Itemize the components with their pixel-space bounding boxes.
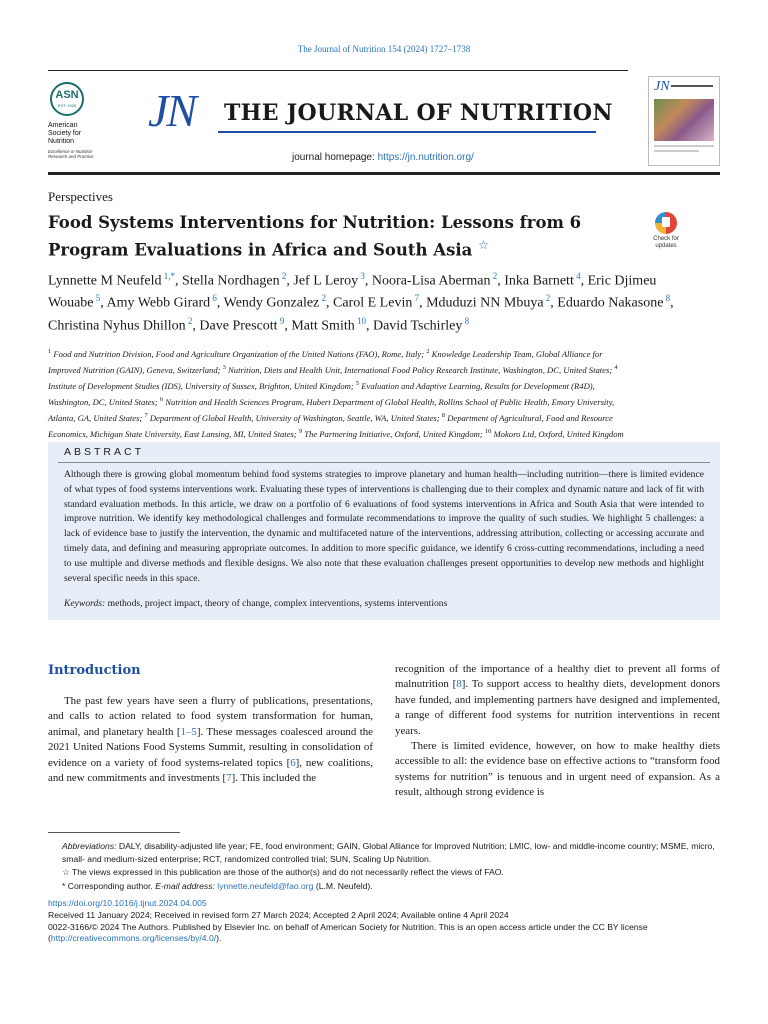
abstract-text: Although there is growing global momentum behind food systems strategies to improve planetary and human health—including nutrition—there is limited evidence of what types of food systems interventions work. Evaluating these types of interventions is challenging due to their complex and dynamic nature and lack of fit with standard evaluation methods. In this article, we draw on a portfolio of 6 evaluations of food systems interventions in Africa and South Asia that were intended to improve nutrition. We identify key methodological challenges and formulate recommendations to improve the quality of such studies. We highlight 5 challenges: a lack of evidence base to justify the intervention, the dynamic and multifaceted nature of the interventions, addressing attribution, collecting or accessing accurate and timely data, and defining and measuring appropriate outcomes. In addition to more specific guidance, we identify 6 cross-cutting recommendations, including a need to use multiple and diverse methods and flexible designs. We also note that these evaluation challenges present opportunities to develop new methods and highlight several specific needs in this space. [64, 469, 704, 584]
affiliation-text: Department of Global Health, University of Washington, Seattle, WA, United States; [147, 412, 442, 423]
affiliation-text: Nutrition, Diets and Health Unit, International Food Policy Research Institute, Washington, DC, United States; [225, 364, 615, 375]
journal-title-underline [218, 131, 596, 133]
author-name[interactable]: Wendy Gonzalez [223, 295, 320, 311]
journal-title: THE JOURNAL OF NUTRITION [224, 100, 613, 126]
author-affiliation-ref[interactable]: 5 [93, 293, 101, 304]
corresponding-label: Corresponding author. [67, 880, 153, 891]
header-divider [48, 70, 628, 71]
affiliation-text: Knowledge Leadership Team, Global Alliance for Improved Nutrition (GAIN), Geneva, Switzerland; [48, 348, 603, 375]
author-name[interactable]: Christina Nyhus Dhillon [48, 318, 186, 334]
author-affiliation-ref[interactable]: 2 [490, 271, 498, 281]
citation-link[interactable]: 1–5 [180, 725, 197, 738]
author-affiliation-ref[interactable]: 2 [279, 271, 287, 281]
author-list: Lynnette M Neufeld $^{1,*}$, Stella Nordhagen $^2$, Jef L Leroy $^3$, Noora-Lisa Aberman $^2$, Inka Barnett $^4$, Eric Djimeu Wouabe $^5$, Amy Webb Girard $^6$, Wendy Gonzalez $^2$, Carol E Levin $^7$, Mduduzi NN Mbuya $^2$, Eduardo Nakasone $^8$, Christina Nyhus Dhillon $^2$, Dave Prescott $^9$, Matt Smith $^{10}$, David Tschirley $^8$ [48, 271, 674, 334]
affiliation-number: 3 [222, 363, 226, 371]
affiliation-number: 10 [484, 427, 492, 435]
affiliation-text: Mokoro Ltd, Oxford, United Kingdom [491, 428, 624, 439]
affiliation-text: Food and Nutrition Division, Food and Agriculture Organization of the United Nations (FAO), Rome, Italy; [51, 348, 427, 359]
author-affiliation-ref[interactable]: 3 [358, 271, 365, 281]
intro-text: ]. These messages coalesced around the 2021 United Nations Food Systems Summit, resulting in consolidation of evidence on a variety of food systems-related topics [ [48, 725, 373, 769]
license-statement [48, 922, 720, 946]
abstract-heading: ABSTRACT [64, 446, 145, 458]
article-title [48, 212, 628, 262]
cover-text-line [654, 145, 714, 147]
introduction-heading: Introduction [48, 663, 141, 678]
intro-paragraph [395, 662, 720, 739]
author-affiliation-ref[interactable]: 9 [277, 315, 285, 326]
affiliation-text: Institute of Development Studies (IDS), University of Sussex, Brighton, United Kingdom; [48, 380, 356, 391]
author-affiliation-ref[interactable]: 7 [412, 293, 420, 304]
email-link[interactable]: lynnette.neufeld@fao.org [217, 880, 314, 891]
cover-jn-mark: JN [654, 79, 670, 94]
article-dates: Received 11 January 2024; Received in revised form 27 March 2024; Accepted 2 April 2024; Available online 4 April 2024 [48, 909, 509, 920]
citation-link[interactable]: 6 [290, 756, 296, 769]
affiliation-number: 8 [441, 411, 446, 419]
author-name[interactable]: Noora-Lisa Aberman [371, 273, 491, 289]
abstract-divider [58, 462, 710, 463]
author-name[interactable]: Eduardo Nakasone [557, 295, 664, 311]
author-name[interactable]: Stella Nordhagen [182, 273, 280, 289]
affiliation-text: Evaluation and Adaptive Learning, Results for Development (R4D), Washington, DC, United States; [48, 380, 595, 407]
journal-homepage [292, 152, 474, 163]
masthead-rule [48, 172, 720, 175]
disclaimer-footnote [48, 866, 720, 879]
citation-link[interactable]: 8 [456, 678, 462, 691]
abbreviations-footnote [48, 840, 720, 866]
author-affiliation-ref[interactable]: 2 [319, 293, 327, 304]
intro-text: recognition of the importance of a healthy diet to prevent all forms of malnutrition [ [395, 663, 720, 691]
license-close: ). [216, 933, 222, 944]
check-for-updates-badge[interactable] [648, 212, 684, 252]
asn-abbr: ASN [55, 89, 79, 101]
author-name[interactable]: Matt Smith [291, 318, 355, 334]
license-link[interactable]: http://creativecommons.org/licenses/by/4.0/ [50, 933, 217, 944]
email-suffix: (L.M. Neufeld). [315, 880, 373, 891]
author-affiliation-ref[interactable]: 2 [185, 315, 193, 326]
affiliations [48, 345, 628, 441]
title-footnote-mark[interactable]: ☆ [478, 238, 489, 252]
star-mark: ☆ [62, 867, 70, 878]
asn-logo [48, 82, 100, 159]
author-affiliation-ref[interactable]: 8 [462, 315, 470, 326]
homepage-label: journal homepage: [292, 152, 375, 163]
affiliation-text: The Partnering Initiative, Oxford, United Kingdom; [302, 428, 485, 439]
affiliation-number: 4 [614, 363, 618, 371]
homepage-link[interactable]: https://jn.nutrition.org/ [377, 152, 474, 163]
author-name[interactable]: Jef L Leroy [293, 273, 359, 289]
author-affiliation-ref[interactable]: 2 [543, 293, 551, 304]
cover-title-line [671, 85, 713, 87]
footnotes [48, 840, 720, 893]
author-name[interactable]: Amy Webb Girard [106, 295, 211, 311]
abstract-box [48, 442, 720, 620]
author-name[interactable]: Lynnette M Neufeld [48, 273, 162, 289]
corr-mark: * [62, 880, 66, 891]
article-metadata [48, 898, 720, 945]
intro-left-column [48, 694, 373, 786]
abbreviations-text: DALY, disability-adjusted life year; FE, food environment; GAIN, Global Alliance for Improved Nutrition; LMIC, low- and middle-income country; MSME, micro, small- and medium-sized enterprise; RCT, randomized controlled trial; SUN, Scaling Up Nutrition. [62, 841, 715, 865]
asn-emblem [50, 82, 84, 116]
abbreviations-label: Abbreviations: [62, 841, 117, 851]
intro-paragraph: There is limited evidence, however, on how to make healthy diets accessible to all: the evidence base on effective actions to “transform food systems for nutrition” is tenuous and in urgent need of expansion. As a result, although strong evidence is [395, 740, 720, 799]
cover-photo [654, 99, 714, 141]
disclaimer-text: The views expressed in this publication are those of the author(s) and do not necessarily reflect the views of FAO. [71, 867, 504, 878]
keywords [64, 598, 704, 609]
author-affiliation-ref[interactable]: 8 [663, 293, 671, 304]
author-name[interactable]: David Tschirley [372, 318, 463, 334]
citation-link[interactable]: 7 [226, 772, 232, 785]
intro-text: ]. This included the [231, 772, 317, 785]
asn-est: EST. 1928 [57, 103, 77, 108]
author-affiliation-ref[interactable]: 1,* [161, 271, 176, 281]
affiliation-number: 6 [159, 395, 164, 403]
article-title-text: Food Systems Interventions for Nutrition: Lessons from 6 Program Evaluations in Africa and South Asia [48, 213, 582, 260]
bookmark-icon [655, 212, 677, 234]
jn-logo: JN [148, 85, 196, 136]
author-name[interactable]: Carol E Levin [333, 295, 413, 311]
author-name[interactable]: Dave Prescott [199, 318, 278, 334]
affiliation-number: 1 [48, 348, 52, 355]
intro-text: ]. To support access to healthy diets, development donors have funded, and implementing partners have designed and implemented, a range of different food systems for nutrition interventions in recent years. [395, 678, 720, 737]
doi-link[interactable]: https://doi.org/10.1016/j.tjnut.2024.04.005 [48, 898, 207, 908]
affiliation-number: 5 [355, 379, 360, 387]
author-affiliation-ref[interactable]: 10 [354, 315, 366, 326]
affiliation-number: 2 [426, 348, 430, 355]
license-text: 0022-3166/© 2024 The Authors. Published by Elsevier Inc. on behalf of American Society for Nutrition. This is an open access article under the CC BY license ( [48, 921, 648, 944]
keywords-label: Keywords: [64, 598, 106, 609]
journal-cover-thumbnail[interactable] [648, 76, 720, 166]
check-updates-label: Check for updates [653, 236, 679, 249]
author-affiliation-ref[interactable]: 4 [573, 271, 581, 281]
affiliation-text: Nutrition and Health Sciences Program, Hubert Department of Global Health, Rollins School of Public Health, Emory University, Atlanta, GA, United States; [48, 396, 615, 423]
email-label: E-mail address: [155, 880, 215, 891]
affiliation-number: 9 [298, 427, 303, 435]
affiliation-text: Department of Agricultural, Food and Resource Economics, Michigan State University, East Lansing, MI, United States; [48, 412, 613, 439]
asn-tagline: Excellence in Nutrition Research and Practice [48, 149, 94, 159]
journal-citation: The Journal of Nutrition 154 (2024) 1727–1738 [297, 44, 471, 54]
cover-text-line [654, 150, 699, 152]
intro-text: ], new coalitions, and new commitments and investments [ [48, 756, 373, 785]
author-affiliation-ref[interactable]: 6 [210, 293, 217, 304]
footnote-divider [48, 832, 180, 833]
author-name[interactable]: Eric Djimeu Wouabe [48, 273, 657, 311]
keywords-text: methods, project impact, theory of change, complex interventions, systems interventions [107, 598, 448, 609]
author-name[interactable]: Inka Barnett [504, 273, 574, 289]
intro-right-column [395, 662, 720, 801]
article-section: Perspectives [48, 189, 113, 204]
corresponding-footnote [48, 880, 720, 893]
author-name[interactable]: Mduduzi NN Mbuya [426, 295, 544, 311]
affiliation-number: 7 [144, 411, 148, 419]
asn-name: American Society for Nutrition [48, 122, 82, 145]
intro-text: The past few years have seen a flurry of publications, presentations, and calls to action related to food system transformation for human, animal, and planetary health [ [48, 695, 373, 738]
